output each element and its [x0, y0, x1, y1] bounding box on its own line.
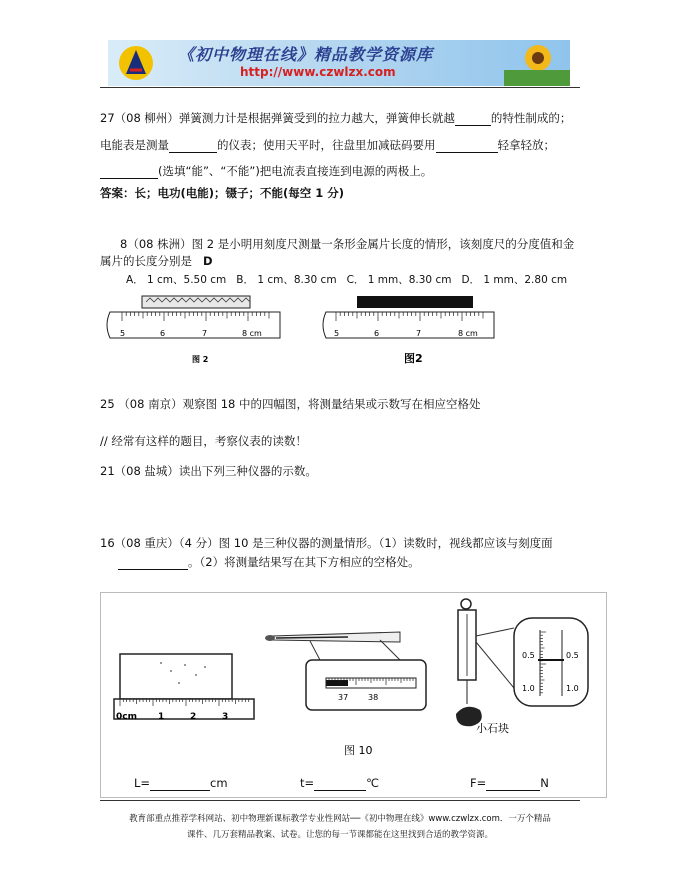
thermometer-bulb: [265, 635, 275, 641]
q27-line-2: 电能表是测量 的仪表；使用天平时，往盘里加减砝码要用 轻拿轻放；: [100, 138, 555, 152]
thermo-label-37: 37: [338, 693, 349, 702]
answer-length-blank: [150, 777, 210, 791]
scale-label-1-0-left: 1.0: [522, 684, 535, 693]
q21-text: 21（08 盐城）读出下列三种仪器的示数。: [100, 464, 317, 478]
answer-force: F= N: [470, 776, 549, 790]
left-ruler-label-6: 6: [160, 329, 166, 338]
left-ruler-label-7: 7: [202, 329, 208, 338]
thermometer-column: [276, 637, 348, 638]
header-banner: [108, 40, 570, 86]
q16-line-2: 。（2）将测量结果写在其下方相应的空格处。: [118, 554, 420, 570]
cm-ruler-label-1: 1: [158, 712, 165, 722]
thermo-label-38: 38: [368, 693, 379, 702]
cm-ruler-label-2: 2: [190, 712, 197, 722]
fig2-caption-right: 图2: [404, 352, 423, 365]
right-metal-strip: [357, 296, 473, 308]
measured-block: [120, 654, 232, 699]
banner-url: http://www.czwlzx.com: [240, 65, 396, 79]
q16-blank-1: [118, 556, 188, 570]
cm-ruler-label-3: 3: [222, 712, 229, 722]
q27-blank-1: [455, 112, 491, 126]
sunflower-center: [532, 52, 544, 64]
q25-note: // 经常有这样的题目，考察仪表的读数！: [100, 434, 307, 448]
answer-force-blank: [486, 777, 540, 791]
q8-option-a: A． 1 cm、5.50 cm: [126, 274, 227, 286]
q8-option-c: C． 1 mm、8.30 cm: [346, 274, 452, 286]
q27-blank-4: [100, 165, 158, 179]
q16-line-1: 16（08 重庆）（4 分）图 10 是三种仪器的测量情形。（1）读数时，视线都应该与刻度面: [100, 536, 553, 550]
scale-label-1-0-right: 1.0: [566, 684, 579, 693]
header-divider: [100, 87, 580, 88]
banner-title: 《初中物理在线》精品教学资源库: [178, 45, 434, 64]
q8-option-d: D． 1 mm、2.80 cm: [461, 274, 568, 286]
fig2-caption-left: 图 2: [192, 355, 209, 364]
q8-options: [126, 272, 567, 288]
left-ruler-label-5: 5: [120, 329, 126, 338]
q27-line-3: (选填“能”、“不能”)把电流表直接连到电源的两极上。: [100, 163, 432, 179]
fig10-caption: 图 10: [344, 744, 373, 757]
left-ruler-label-8: 8 cm: [242, 329, 262, 338]
cm-ruler-label-0: 0cm: [116, 712, 137, 722]
answer-temperature-blank: [314, 777, 366, 791]
figure-2-rulers: [100, 292, 580, 372]
answer-temperature: t= ℃: [300, 776, 380, 790]
q27-line-1: 27（08 柳州）弹簧测力计是根据弹簧受到的拉力越大，弹簧伸长就越 的特性制成的；: [100, 111, 572, 125]
right-ruler-label-7: 7: [416, 329, 422, 338]
q27-answer: 答案：长；电功(电能)；镊子；不能(每空 1 分): [100, 186, 345, 200]
scale-label-0-5-left: 0.5: [522, 651, 535, 660]
q27-blank-2: [169, 139, 217, 153]
figure-10: [100, 592, 608, 798]
q25-text: 25 （08 南京）观察图 18 中的四幅图，将测量结果或示数写在相应空格处: [100, 397, 481, 411]
q8-line-1: 8（08 株洲）图 2 是小明用刻度尺测量一条形金属片长度的情形，该刻度尺的分度值和金: [120, 237, 575, 251]
leaves-decoration: [504, 70, 570, 86]
footer-divider: [100, 800, 580, 801]
footer-line-1: 教育部重点推荐学科网站、初中物理新课标教学专业性网站──《初中物理在线》www.czwlzx.com．一万个精品: [129, 814, 551, 824]
footer-line-2: 课件、几万套精品教案、试卷。让您的每一节课都能在这里找到合适的教学资源。: [186, 830, 493, 840]
right-ruler-label-6: 6: [374, 329, 380, 338]
right-ruler-label-5: 5: [334, 329, 340, 338]
q27-blank-3: [436, 139, 498, 153]
q8-line-2: 属片的长度分别是 D: [100, 254, 213, 268]
stone-label: 小石块: [476, 722, 509, 735]
scale-label-0-5-right: 0.5: [566, 651, 579, 660]
q8-option-b: B． 1 cm、8.30 cm: [236, 274, 337, 286]
right-ruler-label-8: 8 cm: [458, 329, 478, 338]
answer-length: L= cm: [134, 776, 228, 790]
q8-answer: D: [202, 254, 213, 268]
